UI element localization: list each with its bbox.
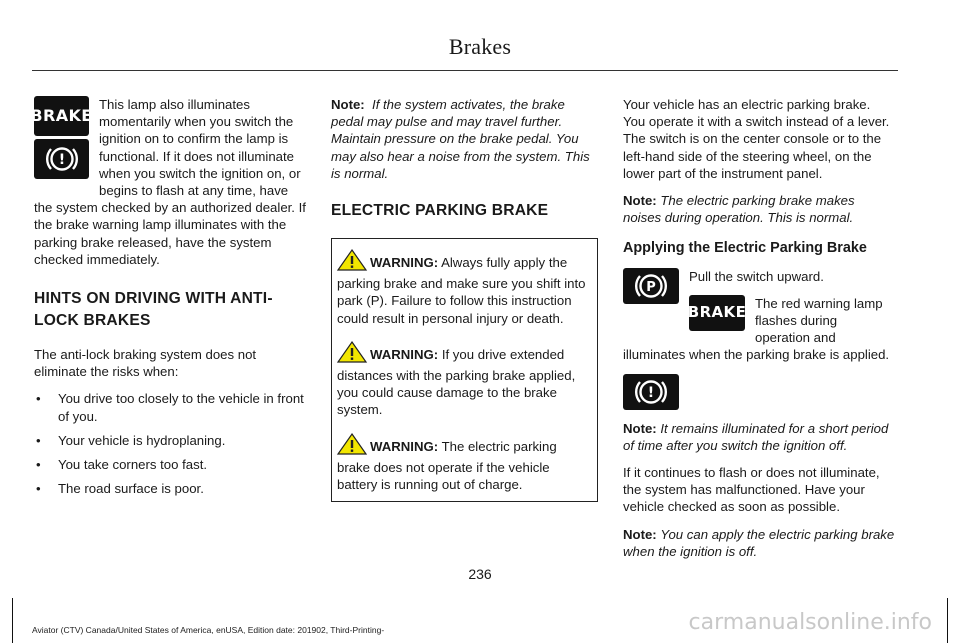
warning-label: WARNING: [370, 346, 439, 362]
note-label: Note: [331, 97, 365, 112]
subheading-applying-epb: Applying the Electric Parking Brake [623, 240, 867, 257]
note-label: Note: [623, 420, 657, 436]
warning-item [337, 433, 592, 494]
note-label: Note: [623, 526, 657, 542]
step-warning-lamp [623, 295, 895, 364]
abs-risk-list [34, 390, 306, 497]
note-text: You can apply the electric parking brake when the ignition is off. [623, 526, 895, 559]
section-heading-electric-parking-brake: ELECTRIC PARKING BRAKE [331, 202, 549, 220]
lamp-description: This lamp also illuminates momentarily when you switch the ignition on to confirm the lamp is functional. If it does not illuminate when you switch the ignition on, or begins to flash at any time, have the system checked by an authorized dealer. If the brake warning lamp illuminates with the parking brake released, have the system checked immediately. [34, 97, 306, 267]
column-right [623, 96, 895, 570]
crop-mark-right [947, 598, 948, 643]
warning-label: WARNING: [370, 255, 439, 271]
page-title: Brakes [448, 34, 512, 59]
svg-text:P: P [646, 279, 656, 295]
column-middle [331, 96, 598, 502]
list-item: • You drive too closely to the vehicle in front of you. [34, 390, 306, 424]
svg-text:!: ! [58, 152, 65, 168]
brake-warning-lamp-icon: BRAKE [689, 295, 745, 331]
epb-description: Your vehicle has an electric parking brake. You operate it with a switch instead of a lever. The switch is on the center console or to the left-hand side of the steering wheel, on the lower part of the instrument panel. [623, 97, 890, 181]
warning-box [331, 238, 598, 502]
edition-footer: Aviator (CTV) Canada/United States of America, enUSA, Edition date: 201902, Third-Printing- [32, 625, 385, 635]
exclamation-circle-icon [634, 378, 668, 406]
note-ignition-off [623, 526, 895, 560]
note-remains-illuminated [623, 420, 895, 454]
note-system-activates [331, 96, 598, 182]
parking-brake-switch-icon [623, 268, 679, 304]
warning-triangle-icon [337, 433, 367, 459]
header-rule [32, 70, 898, 71]
list-item: • You take corners too fast. [34, 456, 306, 473]
crop-mark-left [12, 598, 13, 643]
warning-item [337, 249, 592, 327]
page-number: 236 [468, 566, 492, 582]
p-circle-icon [634, 272, 668, 300]
svg-text:!: ! [647, 384, 655, 401]
exclamation-circle-icon [45, 145, 79, 173]
step-pull-switch [623, 268, 895, 295]
malfunction-text: If it continues to flash or does not illuminate, the system has malfunctioned. Have your vehicle checked as soon as possible. [623, 465, 880, 515]
step-text: The red warning lamp flashes during operation and illuminates when the parking brake is applied. [623, 295, 890, 363]
note-label: Note: [623, 193, 657, 209]
note-text: If the system activates, the brake pedal may pulse and may travel further. Maintain pressure on the brake pedal. You may also hear a noise from the system. This is normal. [331, 97, 590, 181]
note-text: It remains illuminated for a short period of time after you switch the ignition off. [623, 420, 889, 453]
warning-triangle-icon [337, 249, 367, 275]
warning-text: The electric parking brake does not operate if the vehicle battery is running out of charge. [337, 438, 557, 493]
warning-text: Always fully apply the parking brake and make sure you shift into park (P). Failure to follow this instruction could result in personal injury or death. [337, 255, 586, 326]
warning-label: WARNING: [370, 438, 439, 454]
abs-intro: The anti-lock braking system does not eliminate the risks when: [34, 347, 257, 380]
note-text: The electric parking brake makes noises during operation. This is normal. [623, 193, 855, 226]
list-item: • The road surface is poor. [34, 480, 306, 497]
list-item: • Your vehicle is hydroplaning. [34, 432, 306, 449]
column-left [30, 96, 306, 504]
warning-text: If you drive extended distances with the parking brake applied, you could cause damage to the brake system. [337, 346, 576, 418]
warning-triangle-icon [337, 341, 367, 367]
lamp-stack [30, 96, 93, 179]
brake-exclamation-lamp-icon [623, 374, 679, 410]
note-noises [623, 192, 895, 226]
step-text: Pull the switch upward. [689, 268, 824, 284]
section-heading-abs-hints: HINTS ON DRIVING WITH ANTI-LOCK BRAKES [34, 290, 273, 330]
brake-warning-lamp-icon: BRAKE [34, 96, 89, 136]
watermark: carmanualsonline.info [688, 610, 932, 635]
warning-item [337, 341, 592, 419]
brake-exclamation-lamp-icon [34, 139, 89, 179]
